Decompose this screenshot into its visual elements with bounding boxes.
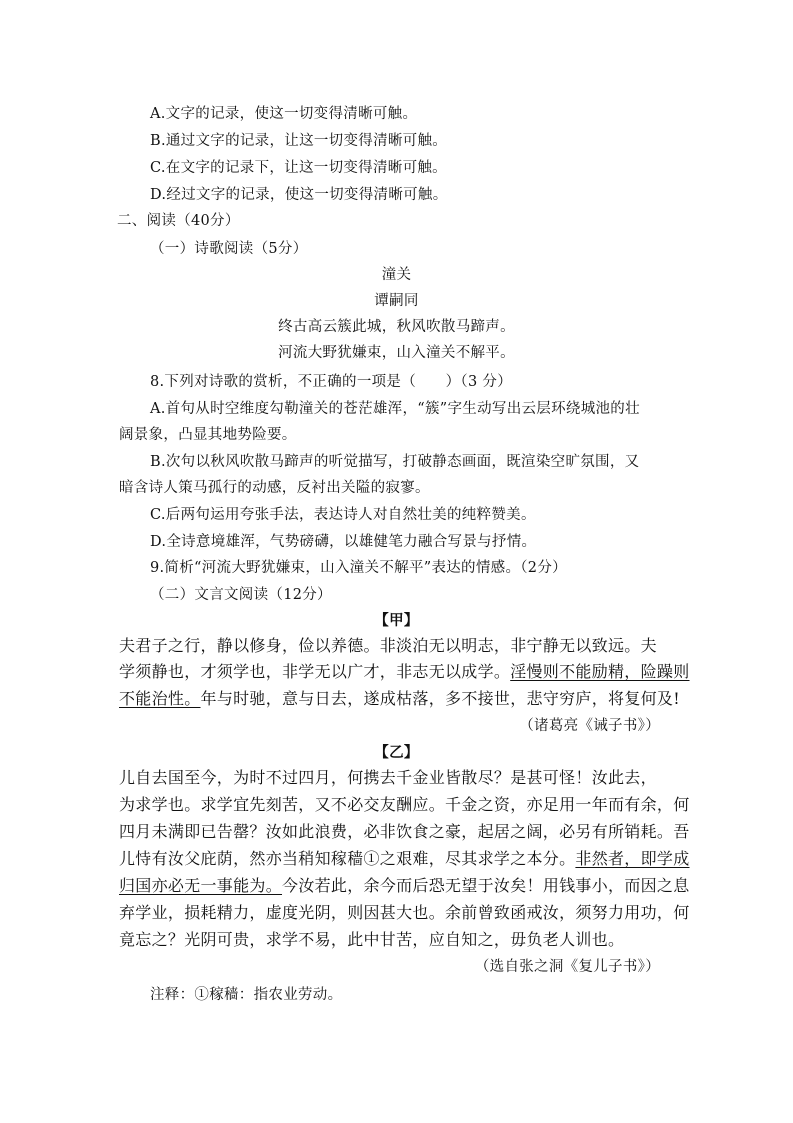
q8-option-line: A.首句从时空维度勾勒潼关的苍茫雄浑，“簇”字生动写出云层环绕城池的壮	[150, 401, 640, 417]
annotation-note: 注释：①稼穑：指农业劳动。	[150, 987, 343, 1003]
q8-option-line: 暗含诗人策马孤行的动感，反衬出关隘的寂寥。	[119, 480, 430, 496]
passage-jia-line	[119, 635, 657, 657]
section-title: 二、阅读（40分）	[117, 213, 240, 229]
passage-jia-line	[119, 661, 690, 683]
underlined-text: 归国亦必无一事能为。	[119, 876, 283, 895]
poem-line: 河流大野犹嫌束，山入潼关不解平。	[278, 345, 515, 361]
text-span: 儿自去国至今，为时不过四月，何携去千金业皆散尽？是甚可怪！汝此去，	[119, 768, 657, 787]
poem-line: 终古高云簇此城，秋风吹散马蹄声。	[278, 319, 515, 335]
option-a: A.文字的记录，使这一切变得清晰可触。	[150, 106, 418, 122]
underlined-text: 不能治性。	[119, 689, 201, 708]
classical-heading: （二）文言文阅读（12分）	[150, 587, 332, 603]
passage-yi-line	[119, 848, 690, 870]
passage-yi-line	[119, 794, 690, 816]
underlined-text: 非然者，即学成	[575, 849, 690, 868]
passage-yi-line	[119, 902, 690, 924]
poem-title: 潼关	[381, 267, 412, 283]
passage-yi-line	[119, 875, 690, 897]
text-span: 儿恃有汝父庇荫，然亦当稍知稼穑①之艰难，尽其求学之本分。	[119, 849, 576, 868]
passage-yi-label: 【乙】	[374, 744, 419, 761]
question-9: 9.简析“河流大野犹嫌束，山入潼关不解平”表达的情感。（2分）	[150, 560, 567, 576]
text-span: 四月未满即已告罄？汝如此浪费，必非饮食之豪，起居之阔，必另有所销耗。吾	[119, 822, 690, 841]
option-c: C.在文字的记录下，让这一切变得清晰可触。	[150, 160, 447, 176]
text-span: 今汝若此，余今而后恐无望于汝矣！用钱事小，而因之息	[282, 876, 690, 895]
passage-jia-label: 【甲】	[374, 612, 419, 629]
poetry-heading: （一）诗歌阅读（5分）	[150, 241, 308, 257]
passage-jia-source: （诸葛亮《诫子书》）	[519, 718, 660, 734]
poem-author: 谭嗣同	[374, 293, 419, 309]
text-span: 弃学业，损耗精力，虚度光阴，则因甚大也。余前曾致函戒汝，须努力用功，何	[119, 903, 690, 922]
q8-option-line: B.次句以秋风吹散马蹄声的听觉描写，打破静态画面，既渲染空旷氛围，又	[150, 454, 640, 470]
text-span: 学须静也，才须学也，非学无以广才，非志无以成学。	[119, 662, 511, 681]
option-d: D.经过文字的记录，使这一切变得清晰可触。	[150, 187, 448, 203]
q8-option-line: C.后两句运用夸张手法，表达诗人对自然壮美的纯粹赞美。	[150, 507, 536, 523]
question-8: 8.下列对诗歌的赏析，不正确的一项是（ ）（3 分）	[150, 374, 513, 390]
text-span: 夫君子之行，静以修身，俭以养德。非淡泊无以明志，非宁静无以致远。夫	[119, 636, 657, 655]
text-span: 为求学也。求学宜先刻苦，又不必交友酬应。千金之资，亦足用一年而有余，何	[119, 795, 690, 814]
q8-option-line: D.全诗意境雄浑，气势磅礴，以雄健笔力融合写景与抒情。	[150, 534, 537, 550]
passage-yi-line	[119, 767, 657, 789]
option-b: B.通过文字的记录，让这一切变得清晰可触。	[150, 133, 448, 149]
passage-yi-line	[119, 929, 624, 951]
passage-jia-line	[119, 688, 680, 710]
text-span: 年与时驰，意与日去，遂成枯落，多不接世，悲守穷庐，将复何及!	[200, 689, 680, 708]
text-span: 竟忘之？光阴可贵，求学不易，此中甘苦，应自知之，毋负老人训也。	[119, 930, 625, 949]
underlined-text: 淫慢则不能励精，险躁则	[510, 662, 690, 681]
passage-yi-line	[119, 821, 690, 843]
passage-yi-source: （选自张之洞《复儿子书》）	[474, 959, 660, 975]
q8-option-line: 阔景象，凸显其地势险要。	[119, 427, 297, 443]
